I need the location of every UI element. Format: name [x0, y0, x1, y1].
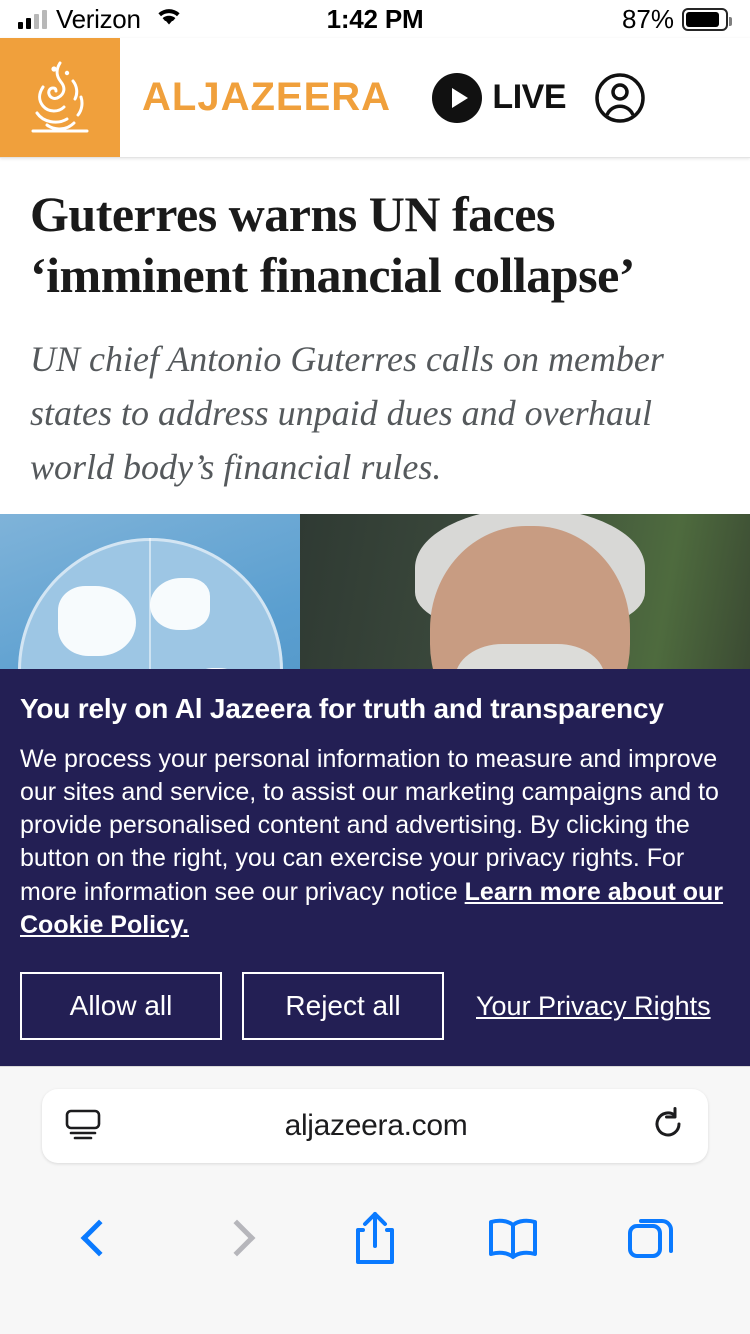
reader-view-icon[interactable]	[64, 1107, 102, 1146]
carrier-label: Verizon	[56, 3, 141, 34]
cellular-bars-icon	[18, 9, 47, 29]
back-chevron-icon[interactable]	[68, 1207, 130, 1269]
hamburger-menu-icon[interactable]	[674, 72, 728, 124]
address-bar[interactable]	[42, 1089, 708, 1163]
forward-chevron-icon	[206, 1207, 268, 1269]
cookie-consent-banner	[0, 669, 750, 1067]
wifi-icon	[154, 5, 184, 34]
bookmarks-book-icon[interactable]	[482, 1207, 544, 1269]
page-title: Guterres warns UN faces ‘imminent financial collapse’	[30, 186, 635, 303]
reload-icon[interactable]	[650, 1106, 686, 1147]
article-standfirst: UN chief Antonio Guterres calls on member states to address unpaid dues and overhaul world body’s financial rules.	[30, 339, 664, 487]
cookie-banner-actions	[20, 972, 730, 1040]
clock: 1:42 PM	[326, 3, 424, 34]
live-label: LIVE	[492, 78, 566, 116]
battery-icon	[682, 8, 728, 31]
share-icon[interactable]	[344, 1207, 406, 1269]
battery-percent-label: 87%	[621, 3, 674, 34]
url-text[interactable]: aljazeera.com	[284, 1109, 468, 1142]
brand-wordmark[interactable]: ALJAZEERA	[142, 75, 392, 119]
site-header	[0, 38, 750, 158]
reject-all-button[interactable]: Reject all	[242, 972, 444, 1040]
account-circle-icon[interactable]	[594, 72, 646, 124]
browser-bottom-bar	[0, 1066, 750, 1334]
status-bar-left	[18, 4, 184, 35]
status-bar	[0, 0, 750, 38]
status-bar-right	[622, 4, 728, 35]
your-privacy-rights-link[interactable]: Your Privacy Rights	[476, 990, 711, 1021]
cookie-policy-link[interactable]: Learn more about our Cookie Policy.	[20, 877, 724, 939]
cookie-banner-body	[20, 743, 730, 943]
allow-all-button[interactable]: Allow all	[20, 972, 222, 1040]
header-actions	[432, 38, 750, 157]
cookie-banner-title: You rely on Al Jazeera for truth and transparency	[20, 692, 664, 724]
cookie-banner-text: We process your personal information to measure and improve our sites and service, to assist our marketing campaigns and to provide personalised content and advertising. By clicking the button on the right, you can exercise your privacy rights. For more information see our privacy notice	[20, 744, 719, 906]
tabs-icon[interactable]	[620, 1207, 682, 1269]
al-jazeera-logo-icon[interactable]	[0, 38, 120, 157]
article-header	[0, 158, 750, 514]
live-button[interactable]	[432, 73, 566, 123]
browser-toolbar	[0, 1163, 750, 1334]
play-icon	[432, 73, 482, 123]
